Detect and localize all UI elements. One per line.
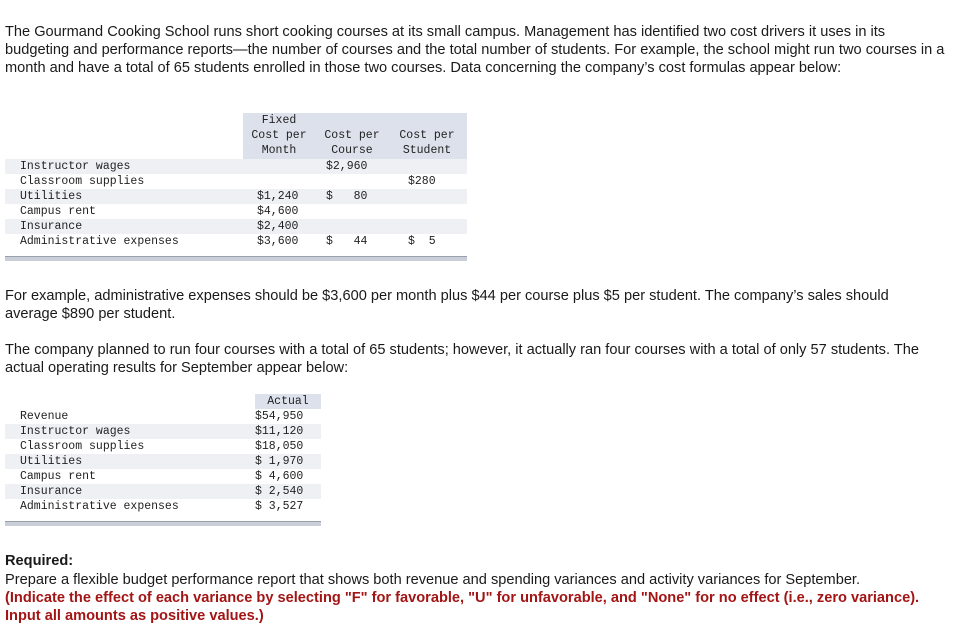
- header-course-line1: Cost per: [324, 129, 380, 142]
- required-instruction: Prepare a flexible budget performance report that shows both revenue and spending variances and activity variances for September.: [5, 572, 861, 588]
- actual-header: [255, 394, 321, 409]
- row-label: Instructor wages: [20, 425, 131, 438]
- header-fixed-line3: Month: [261, 144, 297, 157]
- row-label: Administrative expenses: [20, 235, 179, 248]
- planned-paragraph: The company planned to run four courses with a total of 65 students; however, it actually ran four courses with a total of only 57 students. The actual operating results for September appear below:: [5, 342, 919, 376]
- table-row: [5, 159, 467, 174]
- table-row: [5, 219, 467, 234]
- table-row: [5, 454, 321, 469]
- required-note: (Indicate the effect of each variance by selecting "F" for favorable, "U" for unfavorable, and "None" for no effect (i.e., zero variance). Input all amounts as positive values.): [5, 590, 920, 624]
- row-label: Insurance: [20, 485, 83, 498]
- row-label: Utilities: [20, 190, 83, 203]
- table-row: [5, 234, 467, 249]
- header-student-line2: Student: [402, 144, 452, 157]
- row-actual-value: $ 2,540: [255, 485, 304, 498]
- row-course-cost: $ 44: [326, 235, 368, 248]
- header-course-cost: [317, 128, 387, 158]
- example-paragraph: For example, administrative expenses should be $3,600 per month plus $44 per course plus $5 per student. The company’s sales should average $890 per student.: [5, 288, 889, 322]
- table-bottom-rule: [5, 256, 467, 261]
- header-fixed-cost: [243, 113, 315, 158]
- header-student-line1: Cost per: [399, 129, 455, 142]
- header-fixed-line1: Fixed: [261, 114, 297, 127]
- actual-header-label: Actual: [267, 395, 309, 408]
- table-row: [5, 439, 321, 454]
- row-label: Campus rent: [20, 205, 96, 218]
- required-text: [5, 571, 950, 625]
- table-row: [5, 499, 321, 514]
- row-actual-value: $54,950: [255, 410, 304, 423]
- header-course-line2: Course: [331, 144, 373, 157]
- row-actual-value: $ 1,970: [255, 455, 304, 468]
- row-student-cost: $280: [408, 175, 436, 188]
- row-fixed-cost: $2,400: [257, 220, 299, 233]
- row-student-cost: $ 5: [408, 235, 436, 248]
- cost-table-header: [5, 113, 467, 159]
- row-label: Administrative expenses: [20, 500, 179, 513]
- cost-formula-table: [5, 113, 467, 248]
- row-label: Revenue: [20, 410, 69, 423]
- row-label: Classroom supplies: [20, 175, 145, 188]
- row-fixed-cost: $4,600: [257, 205, 299, 218]
- table-row: [5, 484, 321, 499]
- row-label: Classroom supplies: [20, 440, 145, 453]
- row-label: Instructor wages: [20, 160, 131, 173]
- row-label: Campus rent: [20, 470, 96, 483]
- table-bottom-rule: [5, 521, 321, 526]
- row-label: Insurance: [20, 220, 83, 233]
- row-course-cost: $2,960: [326, 160, 368, 173]
- row-actual-value: $ 3,527: [255, 500, 304, 513]
- required-title: Required:: [5, 553, 74, 569]
- table-row: [5, 189, 467, 204]
- row-label: Utilities: [20, 455, 83, 468]
- intro-paragraph: The Gourmand Cooking School runs short cooking courses at its small campus. Management has identified two cost drivers it uses in its budgeting and performance reports—the number of courses and the total number of students. For example, the school might run two courses in a month and have a total of 65 students enrolled in those two courses. Data concerning the company’s cost formulas appear below:: [5, 24, 945, 76]
- table-row: [5, 204, 467, 219]
- row-fixed-cost: $3,600: [257, 235, 299, 248]
- row-actual-value: $ 4,600: [255, 470, 304, 483]
- row-actual-value: $11,120: [255, 425, 304, 438]
- table-row: [5, 174, 467, 189]
- row-fixed-cost: $1,240: [257, 190, 299, 203]
- header-fixed-line2: Cost per: [251, 129, 307, 142]
- row-course-cost: $ 80: [326, 190, 368, 203]
- row-actual-value: $18,050: [255, 440, 304, 453]
- table-row: [5, 409, 321, 424]
- table-row: [5, 424, 321, 439]
- header-student-cost: [391, 128, 463, 158]
- table-row: [5, 469, 321, 484]
